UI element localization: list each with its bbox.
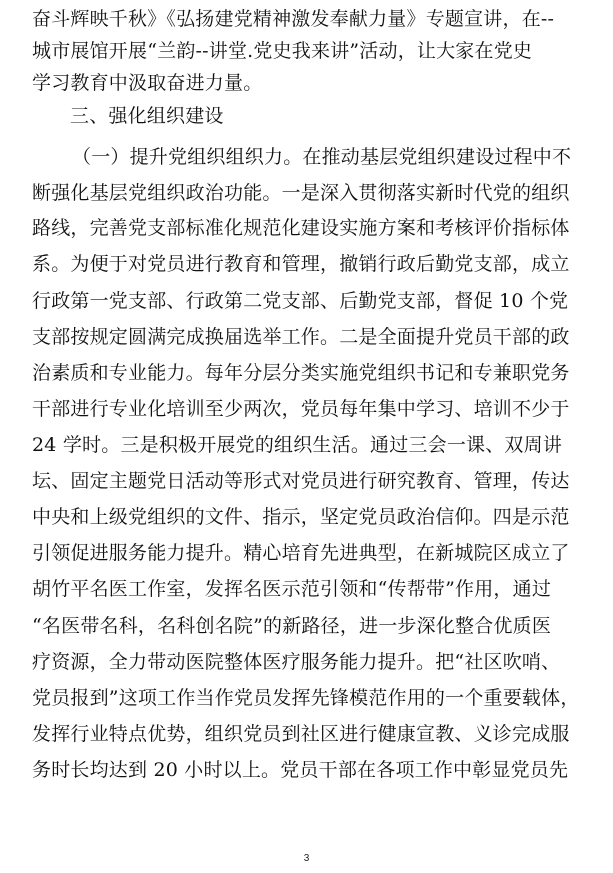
body-text-line: 断强化基层党组织政治功能。一是深入贯彻落实新时代党的组织 bbox=[32, 182, 570, 204]
body-text-line: 务时长均达到 20 小时以上。党员干部在各项工作中彰显党员先 bbox=[32, 759, 569, 781]
body-text-line: 路线，完善党支部标准化规范化建设实施方案和考核评价指标体 bbox=[32, 217, 570, 239]
body-text-line: 疗资源，全力带动医院整体医疗服务能力提升。把“社区吹哨、 bbox=[32, 651, 561, 673]
body-text-line: 胡竹平名医工作室，发挥名医示范引领和“传帮带”作用，通过 bbox=[32, 578, 552, 600]
page-number: 3 bbox=[303, 853, 310, 864]
body-text-line: 党员报到”这项工作当作党员发挥先锋模范作用的一个重要载体， bbox=[32, 687, 580, 709]
body-text-line: 行政第一党支部、行政第二党支部、后勤党支部，督促 10 个党 bbox=[32, 290, 569, 312]
body-text-line: 治素质和专业能力。每年分层分类实施党组织书记和专兼职党务 bbox=[32, 362, 570, 384]
body-text-line: 24 学时。三是积极开展党的组织生活。通过三会一课、双周讲 bbox=[32, 434, 563, 456]
body-text-line: 坛、固定主题党日活动等形式对党员进行研究教育、管理，传达 bbox=[32, 470, 570, 492]
subsection-heading-line: （一）提升党组织组织力。在推动基层党组织建设过程中不 bbox=[72, 146, 572, 168]
body-text-line: 发挥行业特点优势，组织党员到社区进行健康宣教、义诊完成服 bbox=[32, 723, 570, 745]
section-heading: 三、强化组织建设 bbox=[70, 105, 224, 127]
body-text-line: 学习教育中汲取奋进力量。 bbox=[32, 72, 263, 94]
body-text-line: 奋斗辉映千秋》《弘扬建党精神激发奉献力量》专题宣讲，在-- bbox=[32, 8, 555, 30]
body-text-line: 中央和上级党组织的文件、指示，坚定党员政治信仰。四是示范 bbox=[32, 506, 570, 528]
body-text-line: 引领促进服务能力提升。精心培育先进典型，在新城院区成立了 bbox=[32, 542, 570, 564]
body-text-line: 支部按规定圆满完成换届选举工作。二是全面提升党员干部的政 bbox=[32, 326, 570, 348]
body-text-line: “名医带名科，名科创名院”的新路径，进一步深化整合优质医 bbox=[32, 615, 552, 637]
body-text-line: 系。为便于对党员进行教育和管理，撤销行政后勤党支部，成立 bbox=[32, 253, 570, 275]
body-text-line: 干部进行专业化培训至少两次，党员每年集中学习、培训不少于 bbox=[32, 398, 570, 420]
body-text-line: 城市展馆开展“兰韵--讲堂.党史我来讲”活动，让大家在党史 bbox=[32, 40, 533, 62]
